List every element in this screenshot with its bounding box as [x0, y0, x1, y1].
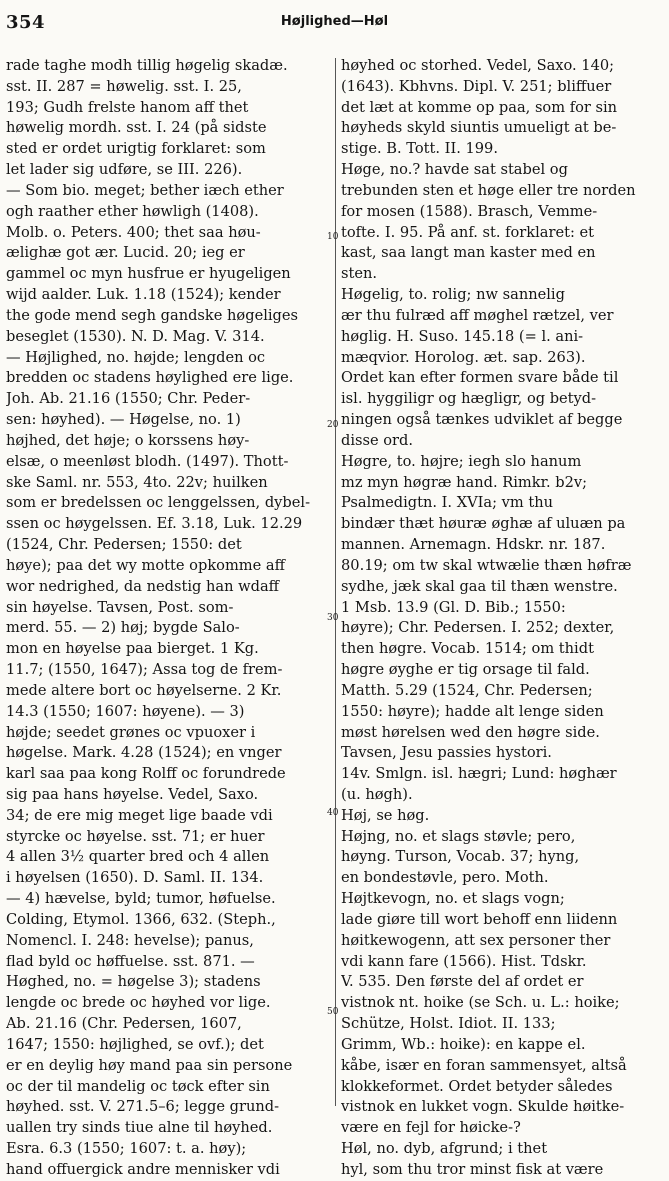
text-line: høitkewogenn, att sex personer ther — [341, 931, 611, 949]
text-line: Høl, no. dyb, afgrund; i thet — [341, 1140, 548, 1158]
text-line: uallen try sinds tiue alne til høyhed. — [6, 1119, 273, 1137]
text-line: — Højlighed, no. højde; lengden oc — [6, 348, 266, 366]
text-line: mæqvior. Horolog. æt. sap. 263). — [341, 348, 586, 366]
line-number: 50 — [327, 1007, 339, 1017]
text-line: ningen også tænkes udviklet af begge — [341, 411, 623, 429]
text-line: (1524, Chr. Pedersen; 1550: det — [6, 536, 242, 554]
text-line: the gode mend segh gandske høgeliges — [6, 306, 299, 324]
text-line: Højtkevogn, no. et slags vogn; — [341, 890, 565, 908]
text-line: sst. II. 287 = høwelig. sst. I. 25, — [6, 77, 242, 95]
text-line: vdi kann fare (1566). Hist. Tdskr. — [341, 952, 587, 970]
page-number: 354 — [6, 12, 46, 33]
text-line: 11.7; (1550, 1647); Assa tog de frem- — [6, 661, 283, 679]
running-head: Højlighed—Høl — [280, 14, 389, 29]
text-line: let lader sig udføre, se III. 226). — [6, 161, 243, 179]
text-line: Tavsen, Jesu passies hystori. — [341, 744, 552, 762]
text-line: mede altere bort oc høyelserne. 2 Kr. — [6, 681, 282, 699]
text-line: høglig. H. Suso. 145.18 (= l. ani- — [341, 327, 584, 345]
column-divider — [335, 58, 336, 1106]
text-line: mannen. Arnemagn. Hdskr. nr. 187. — [341, 536, 606, 554]
text-line: bindær thæt høuræ øghæ af uluæn pa — [341, 515, 626, 533]
text-line: vistnok en lukket vogn. Skulde høitke- — [341, 1098, 625, 1116]
text-line: som er bredelssen oc lenggelssen, dybel- — [6, 494, 311, 512]
text-line: then høgre. Vocab. 1514; om thidt — [341, 640, 594, 658]
text-line: være en fejl for høicke-? — [341, 1119, 521, 1137]
text-line: ær thu fulræd aff møghel rætzel, ver — [341, 306, 614, 324]
text-line: Joh. Ab. 21.16 (1550; Chr. Peder- — [6, 390, 251, 408]
text-line: Høgre, to. højre; iegh slo hanum — [341, 452, 582, 470]
line-number: 20 — [327, 420, 339, 430]
text-line: oc der til mandelig oc tøck efter sin — [6, 1077, 270, 1095]
text-line: 1550: høyre); hadde alt lenge siden — [341, 702, 604, 720]
text-line: (1643). Kbhvns. Dipl. V. 251; bliffuer — [341, 77, 612, 95]
text-line: flad byld oc høffuelse. sst. 871. — — [6, 952, 255, 970]
text-line: mon en høyelse paa bierget. 1 Kg. — [6, 640, 259, 658]
text-line: 14v. Smlgn. isl. hægri; Lund: høghær — [341, 765, 617, 783]
text-line: det læt at komme op paa, som for sin — [341, 98, 618, 116]
text-line: Høgelig, to. rolig; nw sannelig — [341, 286, 565, 304]
text-line: for mosen (1588). Brasch, Vemme- — [341, 202, 598, 220]
line-number: 10 — [327, 232, 339, 242]
text-line: karl saa paa kong Rolff oc forundrede — [6, 765, 286, 783]
text-line: Esra. 6.3 (1550; 1607: t. a. høy); — [6, 1140, 247, 1158]
text-line: kåbe, især en foran sammensyet, altså — [341, 1056, 627, 1074]
text-line: — Som bio. meget; bether iæch ether — [6, 181, 284, 199]
text-line: bredden oc stadens høylighed ere lige. — [6, 369, 294, 387]
text-line: disse ord. — [341, 431, 414, 449]
text-line: merd. 55. — 2) høj; bygde Salo- — [6, 619, 240, 637]
text-line: høgre øyghe er tig orsage til fald. — [341, 661, 590, 679]
text-line: 4 allen 3½ quarter bred och 4 allen — [6, 848, 270, 866]
text-line: stige. B. Tott. II. 199. — [341, 140, 498, 158]
text-line: Molb. o. Peters. 400; thet saa høu- — [6, 223, 261, 241]
text-line: 1647; 1550: højlighed, se ovf.); det — [6, 1035, 264, 1053]
text-line: — 4) hævelse, byld; tumor, høfuelse. — [6, 890, 276, 908]
text-line: sen: høyhed). — Høgelse, no. 1) — [6, 411, 241, 429]
text-line: ælighæ got ær. Lucid. 20; ieg er — [6, 244, 245, 262]
text-line: Colding, Etymol. 1366, 632. (Steph., — [6, 910, 276, 928]
text-line: sydhe, jæk skal gaa til thæn wenstre. — [341, 577, 618, 595]
text-line: høyheds skyld siuntis umueligt at be- — [341, 119, 617, 137]
text-line: Høj, se høg. — [341, 806, 430, 824]
text-line: wijd aalder. Luk. 1.18 (1524); kender — [6, 286, 281, 304]
text-line: høyhed oc storhed. Vedel, Saxo. 140; — [341, 57, 615, 74]
right-column — [341, 56, 667, 1178]
text-line: en bondestøvle, pero. Moth. — [341, 869, 549, 887]
text-line: Højng, no. et slags støvle; pero, — [341, 827, 576, 845]
text-line: høyng. Turson, Vocab. 37; hyng, — [341, 848, 580, 866]
text-line: hyl, som thu tror minst fisk at være — [341, 1160, 604, 1178]
text-line: lengde oc brede oc høyhed vor lige. — [6, 994, 271, 1012]
text-line: elsæ, o meenløst blodh. (1497). Thott- — [6, 452, 289, 470]
text-line: styrcke oc høyelse. sst. 71; er huer — [6, 827, 265, 845]
text-line: ske Saml. nr. 553, 4to. 22v; huilken — [6, 473, 268, 491]
text-line: vistnok nt. hoike (se Sch. u. L.: hoike; — [341, 994, 620, 1012]
text-line: Schütze, Holst. Idiot. II. 133; — [341, 1015, 556, 1033]
text-line: trebunden sten et høge eller tre norden — [341, 181, 636, 199]
text-line: Ordet kan efter formen svare både til — [341, 369, 619, 387]
text-line: højde; seedet grønes oc vpuoxer i — [6, 723, 256, 741]
text-line: 14.3 (1550; 1607: høyene). — 3) — [6, 702, 245, 720]
page-header — [0, 0, 669, 40]
text-line: mz myn høgræ hand. Rimkr. b2v; — [341, 473, 588, 491]
text-line: højhed, det høje; o korssens høy- — [6, 431, 250, 449]
text-line: beseglet (1530). N. D. Mag. V. 314. — [6, 327, 265, 345]
line-number: 40 — [327, 808, 339, 818]
text-line: 80.19; om tw skal wtwælie thæn høfræ — [341, 556, 632, 574]
text-line: klokkeformet. Ordet betyder således — [341, 1077, 613, 1095]
text-line: Matth. 5.29 (1524, Chr. Pedersen; — [341, 681, 593, 699]
line-number: 30 — [327, 613, 339, 623]
text-line: ssen oc høygelssen. Ef. 3.18, Luk. 12.29 — [6, 515, 303, 533]
text-line: 1 Msb. 13.9 (Gl. D. Bib.; 1550: — [341, 598, 566, 616]
left-column — [6, 56, 332, 1178]
text-line: i høyelsen (1650). D. Saml. II. 134. — [6, 869, 264, 887]
text-line: tofte. I. 95. På anf. st. forklaret: et — [341, 223, 595, 241]
text-line: 34; de ere mig meget lige baade vdi — [6, 806, 273, 824]
text-line: Psalmedigtn. I. XVIa; vm thu — [341, 494, 554, 512]
text-line: møst hørelsen wed den høgre side. — [341, 723, 600, 741]
text-line: lade giøre till wort behoff enn liidenn — [341, 910, 618, 928]
text-line: wor nedrighed, da nedstig han wdaff — [6, 577, 280, 595]
text-line: høyre); Chr. Pedersen. I. 252; dexter, — [341, 619, 615, 637]
text-line: hand offuergick andre mennisker vdi — [6, 1160, 280, 1178]
text-line: kast, saa langt man kaster med en — [341, 244, 596, 262]
text-line: (u. høgh). — [341, 785, 413, 803]
text-line: rade taghe modh tillig høgelig skadæ. — [6, 57, 288, 74]
text-line: høye); paa det wy motte opkomme aff — [6, 556, 285, 574]
text-line: ogh raather ether høwligh (1408). — [6, 202, 259, 220]
text-line: sin høyelse. Tavsen, Post. som- — [6, 598, 234, 616]
text-line: V. 535. Den første del af ordet er — [341, 973, 584, 991]
text-line: Høge, no.? havde sat stabel og — [341, 161, 568, 179]
text-line: sted er ordet urigtig forklaret: som — [6, 140, 266, 158]
text-line: Grimm, Wb.: hoike): en kappe el. — [341, 1035, 586, 1053]
text-line: sten. — [341, 265, 378, 283]
text-line: isl. hyggiligr og hægligr, og betyd- — [341, 390, 597, 408]
text-line: Ab. 21.16 (Chr. Pedersen, 1607, — [6, 1015, 242, 1033]
text-line: Nomencl. I. 248: hevelse); panus, — [6, 931, 254, 949]
text-line: er en deylig høy mand paa sin persone — [6, 1056, 293, 1074]
text-line: Høghed, no. = høgelse 3); stadens — [6, 973, 261, 991]
text-line: gammel oc myn husfrue er hyugeligen — [6, 265, 291, 283]
text-line: 193; Gudh frelste hanom aff thet — [6, 98, 249, 116]
text-line: sig paa hans høyelse. Vedel, Saxo. — [6, 785, 259, 803]
text-line: høwelig mordh. sst. I. 24 (på sidste — [6, 119, 267, 137]
text-line: høgelse. Mark. 4.28 (1524); en vnger — [6, 744, 282, 762]
text-line: høyhed. sst. V. 271.5–6; legge grund- — [6, 1098, 280, 1116]
